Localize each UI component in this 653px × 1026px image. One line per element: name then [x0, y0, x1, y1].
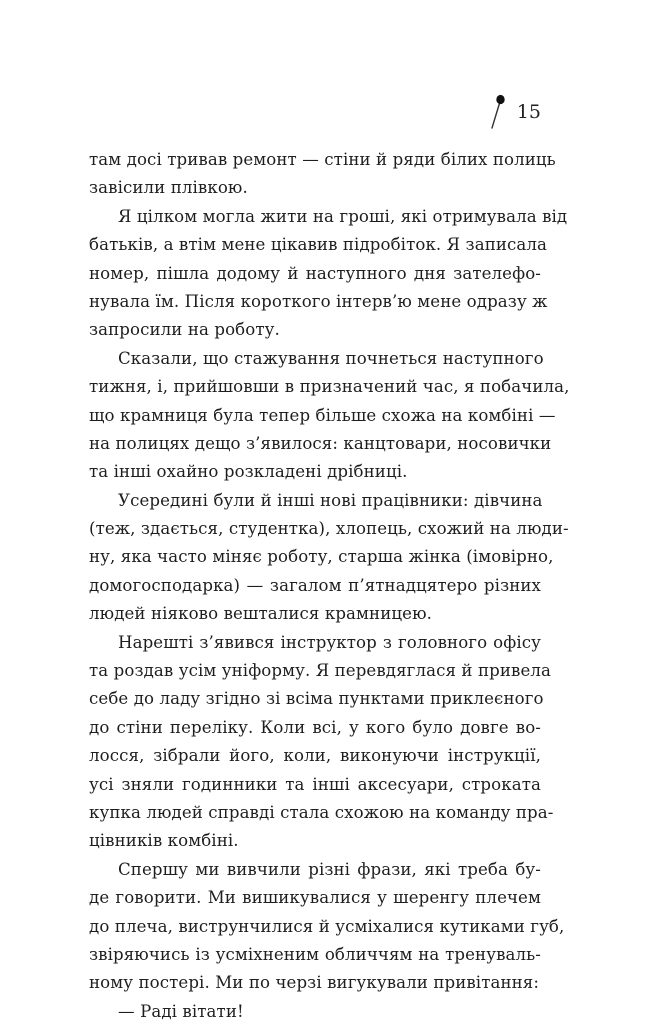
paragraph [89, 487, 569, 629]
text-line: лосся, зібрали його, коли, виконуючи інструкції, [89, 746, 541, 766]
text-line: Спершу ми вивчили різні фрази, які треба бу- [118, 859, 541, 879]
body-text [89, 146, 570, 1026]
text-line: ну, яка часто міняє роботу, старша жінка (імовірно, [89, 547, 554, 567]
text-line: та інші охайно розкладені дрібниці. [89, 462, 408, 482]
text-line: цівників комбіні. [89, 831, 239, 851]
text-line: себе до ладу згідно зі всіма пунктами приклеєного [89, 689, 544, 709]
text-line: Нарешті з’явився інструктор з головного офісу [118, 632, 541, 652]
text-line: (теж, здається, студентка), хлопець, схожий на люди- [89, 519, 569, 539]
text-line: ному постері. Ми по черзі вигукували привітання: [89, 973, 540, 993]
paragraph [89, 146, 556, 203]
text-line: людей ніяково вешталися крамницею. [89, 604, 432, 624]
paragraph [89, 998, 541, 1026]
text-line: номер, пішла додому й наступного дня зателефо- [89, 263, 541, 283]
page-number: 15 [516, 100, 541, 123]
paragraph [89, 203, 568, 345]
text-line: Усередині були й інші нові працівники: дівчина [118, 490, 543, 510]
text-line: завісили плівкою. [89, 178, 248, 198]
text-line: купка людей справді стала схожою на команду пра- [89, 802, 554, 822]
text-line: Я цілком могла жити на гроші, які отримувала від [118, 206, 568, 226]
paragraph [89, 856, 565, 998]
text-line: — Раді вітати! [118, 1001, 244, 1021]
text-line: нувала їм. Після короткого інтерв’ю мене одразу ж [89, 291, 548, 311]
text-line: усі зняли годинники та інші аксесуари, строката [89, 774, 541, 794]
text-line: та роздав усім уніформу. Я перевдяглася й привела [89, 661, 551, 681]
paragraph [89, 629, 554, 856]
text-line: звіряючись із усміхненим обличчям на тренуваль- [89, 944, 541, 964]
paragraph [89, 345, 570, 487]
text-line: тижня, і, прийшовши в призначений час, я побачила, [89, 377, 570, 397]
text-line: Сказали, що стажування почнеться наступного [118, 348, 544, 368]
text-line: батьків, а втім мене цікавив підробіток. Я записала [89, 235, 548, 255]
text-line: на полицях дещо з’явилося: канцтовари, носовички [89, 433, 552, 453]
pin-icon [489, 94, 505, 130]
text-line: до стіни переліку. Коли всі, у кого було довге во- [89, 717, 541, 737]
text-line: де говорити. Ми вишикувалися у шеренгу плечем [89, 888, 541, 908]
text-line: запросили на роботу. [89, 320, 280, 340]
text-line: домогосподарка) — загалом п’ятнадцятеро різних [89, 575, 541, 595]
text-line: що крамниця була тепер більше схожа на комбіні — [89, 405, 556, 425]
page-header [489, 94, 541, 130]
text-line: там досі тривав ремонт — стіни й ряди білих полиць [89, 150, 556, 169]
text-line: до плеча, виструнчилися й усміхалися кутиками губ, [89, 916, 565, 936]
